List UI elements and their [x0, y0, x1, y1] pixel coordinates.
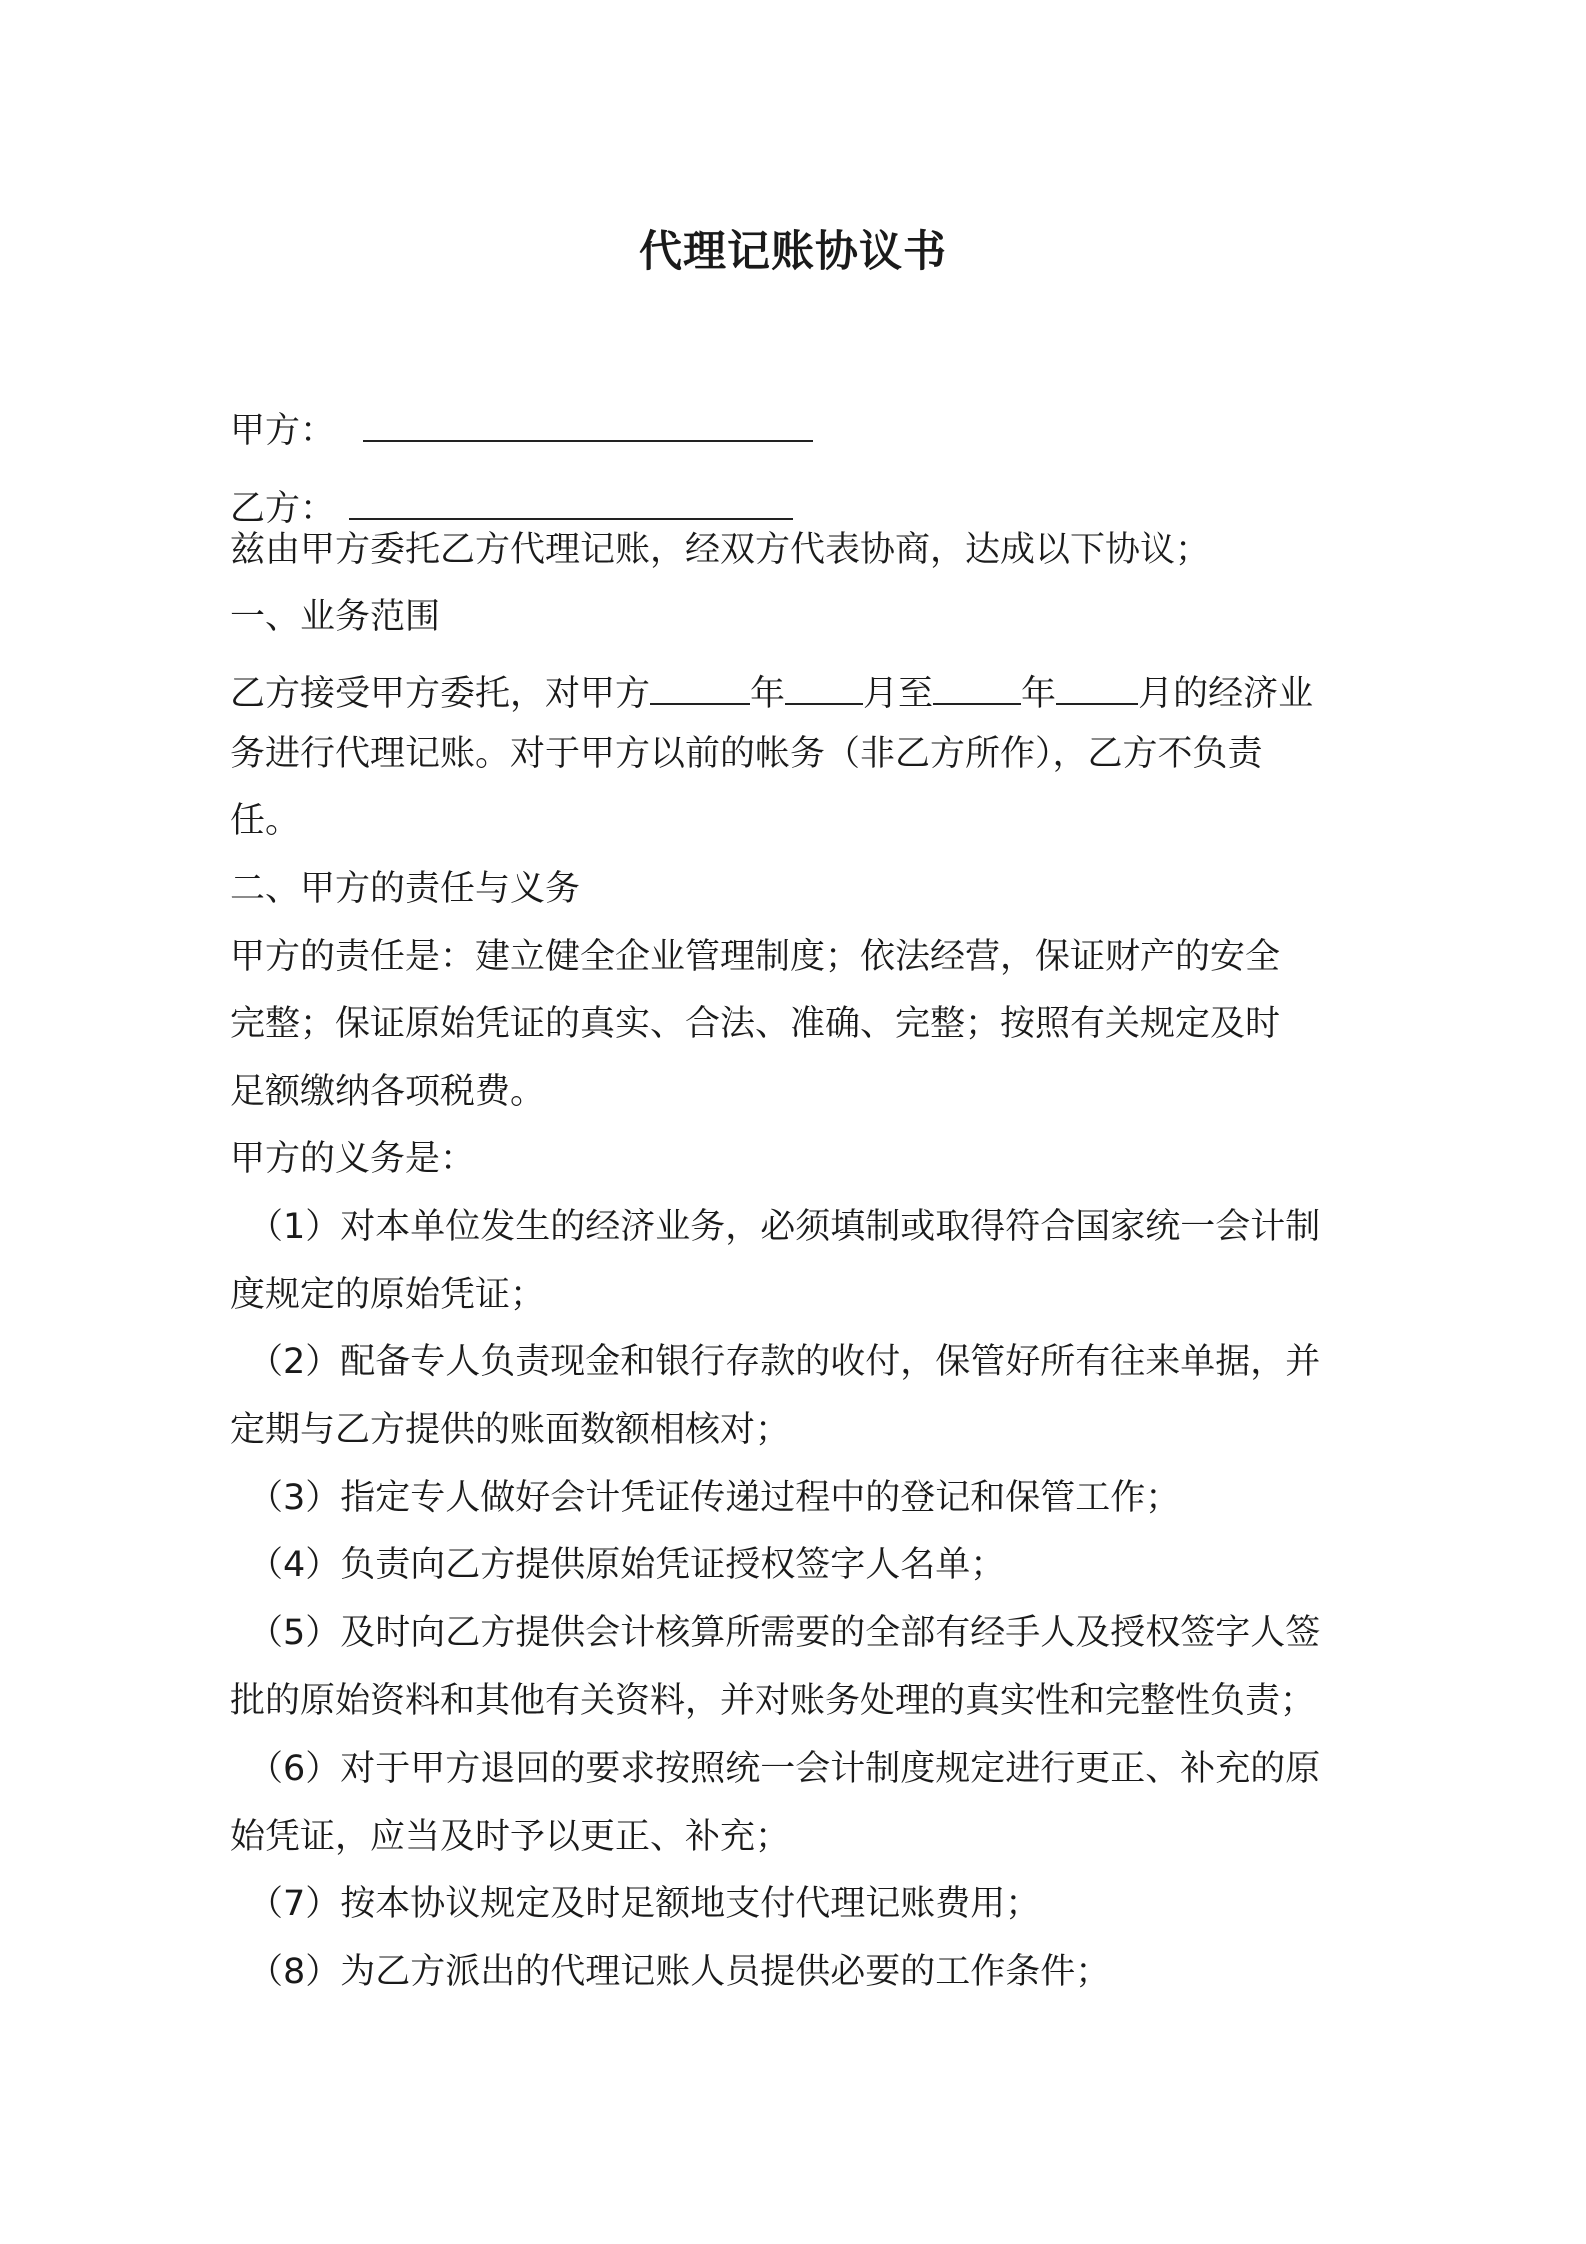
party-a-line: [230, 404, 813, 449]
party-a-label: 甲方：: [230, 411, 336, 451]
duty-6-line1: （6）对于甲方退回的要求按照统一会计制度规定进行更正、补充的原: [248, 1749, 1321, 1789]
duty-5-line2: 批的原始资料和其他有关资料，并对账务处理的真实性和完整性负责；: [230, 1681, 1316, 1721]
start-month-blank[interactable]: [785, 673, 863, 705]
section1-text: 乙方接受甲方委托，对甲方: [230, 674, 651, 714]
year-label: 年: [1021, 674, 1057, 714]
document-title: 代理记账协议书: [639, 227, 947, 277]
section1-heading: 一、业务范围: [230, 597, 441, 637]
responsibility-line2: 完整；保证原始凭证的真实、合法、准确、完整；按照有关规定及时: [230, 1004, 1281, 1044]
duty-2-line2: 定期与乙方提供的账面数额相核对；: [230, 1410, 791, 1450]
duty-5-line1: （5）及时向乙方提供会计核算所需要的全部有经手人及授权签字人签: [248, 1613, 1321, 1653]
responsibility-line3: 足额缴纳各项税费。: [230, 1072, 546, 1112]
duty-1-line1: （1）对本单位发生的经济业务，必须填制或取得符合国家统一会计制: [248, 1207, 1321, 1247]
section1-text: 月的经济业: [1138, 674, 1314, 714]
month-to-label: 月至: [863, 674, 934, 714]
party-b-label: 乙方：: [230, 489, 336, 529]
duty-2-line1: （2）配备专人负责现金和银行存款的收付，保管好所有往来单据，并: [248, 1342, 1321, 1382]
duty-6-line2: 始凭证，应当及时予以更正、补充；: [230, 1817, 791, 1857]
section1-line3: 任。: [230, 801, 301, 841]
section1-line2: 务进行代理记账。对于甲方以前的帐务（非乙方所作），乙方不负责: [230, 734, 1263, 774]
end-year-blank[interactable]: [933, 673, 1021, 705]
section2-heading: 二、甲方的责任与义务: [230, 869, 581, 909]
party-b-blank[interactable]: [349, 472, 793, 520]
end-month-blank[interactable]: [1056, 673, 1138, 705]
duty-7: （7）按本协议规定及时足额地支付代理记账费用；: [248, 1884, 1041, 1924]
section1-line1: [230, 673, 1313, 712]
start-year-blank[interactable]: [650, 673, 750, 705]
party-a-blank[interactable]: [363, 404, 813, 442]
duty-3: （3）指定专人做好会计凭证传递过程中的登记和保管工作；: [248, 1478, 1181, 1518]
intro-paragraph: 兹由甲方委托乙方代理记账，经双方代表协商，达成以下协议；: [230, 530, 1211, 570]
duty-heading: 甲方的义务是：: [230, 1139, 476, 1179]
party-b-line: [230, 472, 793, 527]
responsibility-line1: 甲方的责任是：建立健全企业管理制度；依法经营，保证财产的安全: [230, 937, 1281, 977]
duty-4: （4）负责向乙方提供原始凭证授权签字人名单；: [248, 1545, 1006, 1585]
year-label: 年: [750, 674, 786, 714]
duty-1-line2: 度规定的原始凭证；: [230, 1275, 546, 1315]
duty-8: （8）为乙方派出的代理记账人员提供必要的工作条件；: [248, 1952, 1111, 1992]
